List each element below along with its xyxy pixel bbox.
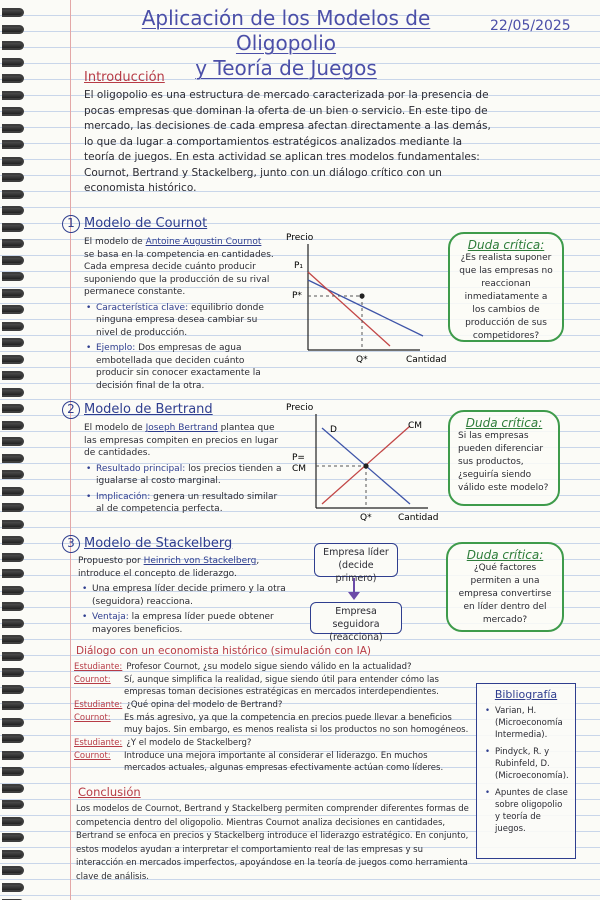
spiral-ring	[2, 718, 24, 727]
spiral-ring	[2, 602, 24, 611]
bertrand-body	[84, 422, 284, 516]
spiral-ring	[2, 74, 24, 83]
cournot-bullet-1-label: Característica clave:	[96, 302, 189, 313]
cournot-doubt-body: ¿Es realista suponer que las empresas no reaccionan inmediatamente a los cambios de producción de sus competidores?	[459, 253, 553, 341]
stackelberg-doubt-body: ¿Qué factores permiten a una empresa convertirse en líder dentro del mercado?	[458, 563, 552, 625]
bertrand-equilibrium-point	[363, 463, 368, 468]
spiral-ring	[2, 322, 24, 331]
bertrand-heading	[62, 401, 213, 419]
bertrand-bullet-2-label: Implicación:	[96, 491, 151, 502]
dialogue-row	[74, 699, 470, 711]
cournot-doubt-title: Duda crítica:	[467, 238, 545, 252]
stackelberg-bullet-1	[92, 583, 288, 608]
dialogue-speaker: Estudiante:	[74, 662, 123, 672]
dialogue-text: Profesor Cournot, ¿su modelo sigue siendo válido en la actualidad?	[126, 662, 412, 672]
bertrand-bullet-2-text: genera un resultado similar al de competencia perfecta.	[96, 491, 278, 514]
spiral-ring	[2, 734, 24, 743]
spiral-ring	[2, 553, 24, 562]
spiral-ring	[2, 404, 24, 413]
cournot-bullet-2-label: Ejemplo:	[96, 343, 136, 353]
spiral-ring	[2, 701, 24, 710]
spiral-ring	[2, 223, 24, 232]
cournot-bullet-1	[96, 302, 274, 340]
bertrand-author: Joseph Bertrand	[145, 423, 218, 433]
spiral-ring	[2, 140, 24, 149]
dialogue-row	[74, 712, 470, 736]
spiral-ring	[2, 107, 24, 116]
section-number-2: 2	[62, 401, 80, 419]
spiral-ring	[2, 371, 24, 380]
spiral-ring	[2, 866, 24, 875]
spiral-ring	[2, 817, 24, 826]
bibliography-item: • Varian, H. (Microeconomía Intermedia).	[495, 705, 569, 741]
spiral-ring	[2, 503, 24, 512]
spiral-ring	[2, 470, 24, 479]
bertrand-bullet-1-text: los precios tienden a igualarse al costo marginal.	[96, 463, 282, 486]
bertrand-bullet-1	[96, 463, 284, 488]
stackelberg-text-pre: Propuesto por	[78, 556, 144, 566]
conclusion-heading: Conclusión	[78, 785, 141, 799]
bertrand-heading-text: Modelo de Bertrand	[84, 402, 213, 417]
spiral-ring	[2, 91, 24, 100]
cournot-body	[84, 236, 274, 392]
spiral-binding	[0, 0, 26, 900]
stackelberg-doubt-box	[446, 542, 564, 632]
spiral-ring	[2, 767, 24, 776]
cournot-bullet-2	[96, 342, 274, 392]
title-line-2: y Teoría de Juegos	[195, 56, 377, 80]
stackelberg-text-post: , introduce el concepto de liderazgo.	[78, 556, 260, 579]
bibliography-item: • Apuntes de clase sobre oligopolio y teoría de juegos.	[495, 787, 569, 835]
cournot-bullet-2-text: Dos empresas de agua embotellada que deciden cuánto producir sin conocer exactamente la decisión final de la otra.	[96, 343, 261, 391]
spiral-ring	[2, 437, 24, 446]
spiral-ring	[2, 8, 24, 17]
cournot-text-post: se basa en la competencia en cantidades. Cada empresa decide cuánto producir suponiendo que la producción de su rival permanece constante.	[84, 249, 274, 297]
spiral-ring	[2, 668, 24, 677]
section-number-3: 3	[62, 535, 80, 553]
spiral-ring	[2, 520, 24, 529]
bertrand-doubt-body: Si las empresas pueden diferenciar sus productos, ¿seguiría siendo válido este modelo?	[458, 431, 549, 493]
cournot-qstar-label: Q*	[356, 355, 368, 365]
spiral-ring	[2, 487, 24, 496]
intro-body: El oligopolio es una estructura de mercado caracterizada por la presencia de pocas empresas que dominan la oferta de un bien o servicio. En este tipo de mercado, las decisiones de cada empresa afectan directamente a las demás, lo que da lugar a comportamientos estratégicos analizados mediante la teoría de juegos. En esta actividad se aplican tres modelos fundamentales: Cournot, Bertrand y Stackelberg, junto con un diálogo crítico con un economista histórico.	[84, 89, 491, 194]
spiral-ring	[2, 124, 24, 133]
conclusion-body: Los modelos de Cournot, Bertrand y Stackelberg permiten comprender diferentes formas de competencia dentro del oligopolio. Mientras Cournot analiza decisiones en cantidades, Bertrand se enfoca en precios y Stackelberg introduce el liderazgo estratégico. En conjunto, estos modelos ayudan a interpretar el comportamiento real de las empresas y su interacción en mercados imperfectos, apoyándose en la teoría de juegos como herramienta clave de análisis.	[76, 804, 469, 882]
cournot-reaction-line	[308, 272, 390, 346]
follower-box: Empresa seguidora (reacciona)	[310, 602, 402, 634]
spiral-ring	[2, 388, 24, 397]
bertrand-chart	[282, 398, 442, 526]
bertrand-y-label: Precio	[286, 403, 314, 413]
spiral-ring	[2, 454, 24, 463]
bertrand-bullet-2	[96, 491, 284, 516]
spiral-ring	[2, 751, 24, 760]
spiral-ring	[2, 173, 24, 182]
dialogue-heading: Diálogo con un economista histórico (simulación con IA)	[76, 645, 372, 657]
stackelberg-body	[78, 555, 288, 636]
bertrand-cm-label: CM	[408, 421, 423, 431]
cournot-x-label: Cantidad	[406, 355, 447, 365]
spiral-ring	[2, 157, 24, 166]
dialogue-text: ¿Qué opina del modelo de Bertrand?	[126, 700, 283, 710]
spiral-ring	[2, 206, 24, 215]
dialogue-list	[74, 661, 470, 775]
bertrand-p-eq-label-1: P=	[292, 453, 305, 463]
spiral-ring	[2, 256, 24, 265]
bertrand-x-label: Cantidad	[398, 513, 439, 523]
bertrand-bullets	[84, 463, 284, 516]
dialogue-row	[74, 750, 470, 774]
spiral-ring	[2, 239, 24, 248]
spiral-ring	[2, 338, 24, 347]
dialogue-row	[74, 674, 470, 698]
bertrand-p-eq-label-2: CM	[292, 464, 307, 474]
dialogue-speaker: Cournot:	[74, 751, 111, 761]
dialogue-text: Sí, aunque simplifica la realidad, sigue siendo útil para entender cómo las empresas toman decisiones estratégicas en mercados interdependientes.	[124, 675, 439, 697]
page-date: 22/05/2025	[490, 18, 571, 34]
bibliography-item: • Pindyck, R. y Rubinfeld, D. (Microeconomía).	[495, 746, 569, 782]
stackelberg-bullet-2-text: la empresa líder puede obtener mayores beneficios.	[92, 612, 274, 635]
spiral-ring	[2, 41, 24, 50]
spiral-ring	[2, 833, 24, 842]
spiral-ring	[2, 569, 24, 578]
cournot-text-pre: El modelo de	[84, 237, 146, 247]
dialogue-text: Introduce una mejora importante al considerar el liderazgo. En muchos mercados actuales, algunas empresas efectivamente actúan como líderes.	[124, 751, 444, 773]
cournot-p1-label: P₁	[294, 261, 304, 271]
flow-arrow	[346, 578, 362, 602]
cournot-equilibrium-point	[359, 293, 364, 298]
stackelberg-author: Heinrich von Stackelberg	[143, 556, 257, 566]
cournot-heading	[62, 215, 207, 233]
dialogue-row	[74, 661, 470, 673]
dialogue-text: ¿Y el modelo de Stackelberg?	[126, 738, 252, 748]
spiral-ring	[2, 421, 24, 430]
bibliography-list	[483, 705, 569, 835]
cournot-chart	[278, 228, 448, 378]
stackelberg-bullet-2	[92, 611, 288, 636]
spiral-ring	[2, 25, 24, 34]
cournot-author: Antoine Augustin Cournot	[145, 237, 262, 247]
cournot-pstar-label: P*	[292, 291, 302, 301]
cournot-bullets	[84, 302, 274, 393]
spiral-ring	[2, 289, 24, 298]
spiral-ring	[2, 586, 24, 595]
spiral-ring	[2, 272, 24, 281]
spiral-ring	[2, 58, 24, 67]
leader-box: Empresa líder (decide primero)	[314, 543, 398, 577]
dialogue-speaker: Cournot:	[74, 675, 111, 685]
bertrand-text-post: plantea que las empresas compiten en precios en lugar de cantidades.	[84, 423, 279, 458]
dialogue-speaker: Estudiante:	[74, 738, 123, 748]
spiral-ring	[2, 784, 24, 793]
stackelberg-bullet-2-label: Ventaja:	[92, 612, 129, 622]
margin-line	[70, 0, 71, 900]
section-number-1: 1	[62, 215, 80, 233]
dialogue-speaker: Estudiante:	[74, 700, 123, 710]
cournot-doubt-box	[448, 232, 564, 342]
intro-heading: Introducción	[84, 70, 165, 85]
spiral-ring	[2, 190, 24, 199]
dialogue-text: Es más agresivo, ya que la competencia en precios puede llevar a beneficios muy bajos. Sin embargo, es menos realista si los productos no son homogéneos.	[124, 713, 469, 735]
stackelberg-heading	[62, 535, 232, 553]
spiral-ring	[2, 685, 24, 694]
spiral-ring	[2, 619, 24, 628]
dialogue-speaker: Cournot:	[74, 713, 111, 723]
cournot-y-label: Precio	[286, 233, 314, 243]
stackelberg-bullets	[78, 583, 288, 636]
bibliography-heading: Bibliografía	[494, 688, 558, 701]
spiral-ring	[2, 305, 24, 314]
bertrand-doubt-title: Duda crítica:	[465, 416, 543, 430]
cournot-heading-text: Modelo de Cournot	[84, 216, 208, 231]
bertrand-d-label: D	[330, 425, 337, 435]
spiral-ring	[2, 635, 24, 644]
bibliography-box	[476, 683, 576, 859]
stackelberg-doubt-title: Duda crítica:	[466, 548, 544, 562]
stackelberg-heading-text: Modelo de Stackelberg	[84, 536, 233, 551]
dialogue-row	[74, 737, 470, 749]
spiral-ring	[2, 850, 24, 859]
spiral-ring	[2, 536, 24, 545]
spiral-ring	[2, 355, 24, 364]
spiral-ring	[2, 800, 24, 809]
cournot-bullet-1-text: equilibrio donde ninguna empresa desea cambiar su nivel de producción.	[96, 302, 264, 338]
spiral-ring	[2, 883, 24, 892]
spiral-ring	[2, 652, 24, 661]
bertrand-bullet-1-label: Resultado principal:	[96, 463, 186, 474]
bertrand-qstar-label: Q*	[360, 513, 372, 523]
bertrand-text-pre: El modelo de	[84, 423, 146, 433]
stackelberg-bullet-1-text: Una empresa líder decide primero y la otra (seguidora) reacciona.	[92, 584, 286, 607]
title-line-1: Aplicación de los Modelos de Oligopolio	[141, 6, 431, 55]
bertrand-doubt-box	[448, 410, 560, 506]
